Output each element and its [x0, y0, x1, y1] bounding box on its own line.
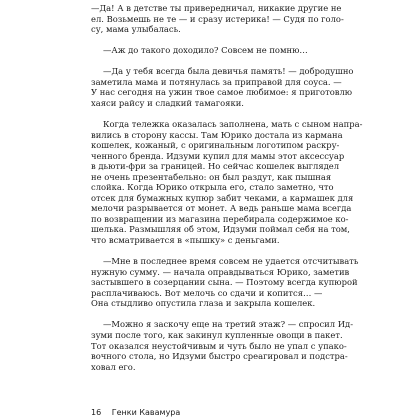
- paragraph-gap: [91, 309, 347, 320]
- text-line: кошелек, кожаный, с оригинальным логотипом раскру-: [91, 140, 340, 151]
- text-line: су, мама улыбалась.: [91, 24, 181, 35]
- paragraph: [91, 3, 347, 35]
- paragraph-gap: [91, 56, 347, 67]
- text-line: Когда тележка оказалась заполнена, мать с сыном напра-: [103, 119, 363, 130]
- text-line: —Да! А в детстве ты привередничал, никакие другие не: [91, 3, 342, 13]
- text-line: не очень презентабельно: он был раздут, как пышная: [91, 171, 332, 182]
- paragraph: [91, 319, 354, 372]
- text-line: нужную сумму. — начала оправдываться Юрико, заметив: [91, 266, 350, 277]
- paragraph: [91, 119, 363, 246]
- text-line: У нас сегодня на ужин твое самое любимое: я приготовлю: [91, 87, 353, 98]
- text-line: ел. Возьмешь не те — и сразу истерика! — Судя по голо-: [91, 13, 344, 24]
- paragraph-gap: [91, 246, 347, 257]
- paragraph-gap: [91, 108, 347, 119]
- text-line: расплачиваюсь. Вот мелочь со сдачи и копится… —: [91, 287, 323, 298]
- body-text: [91, 3, 363, 372]
- text-line: в дьюти-фри за границей. Но сейчас кошелек выглядел: [91, 161, 340, 172]
- text-line: что всматривается в «пышку» с деньгами.: [91, 235, 280, 246]
- page-footer: [91, 408, 180, 419]
- paragraph: [91, 256, 359, 309]
- text-line: отсек для бумажных купюр забит чеками, а кармашек для: [91, 192, 354, 203]
- paragraph: [91, 45, 347, 56]
- text-line: заметила мама и потянулась за приправой для соуса. —: [91, 76, 342, 87]
- text-line: Она стыдливо опустила глаза и закрыла кошелек.: [91, 298, 316, 309]
- text-line: по возвращении из магазина перебирала содержимое ко-: [91, 213, 349, 224]
- text-line: вились в сторону кассы. Там Юрико достала из кармана: [91, 129, 343, 140]
- text-line: шелька. Размышляя об этом, Идзуми поймал себя на том,: [91, 224, 350, 235]
- text-line: ховал его.: [91, 361, 136, 372]
- text-line: —Можно я заскочу еще на третий этаж? — спросил Ид-: [103, 319, 354, 330]
- text-line: хаяси райсу и сладкий тамагояки.: [91, 97, 244, 108]
- text-line: зуми после того, как закинул купленные овощи в пакет.: [91, 329, 343, 340]
- text-line: слойка. Когда Юрико открыла его, стало заметно, что: [91, 182, 334, 193]
- paragraph-gap: [91, 35, 347, 46]
- text-line: Тот оказался неустойчивым и чуть было не упал с упако-: [91, 340, 347, 351]
- page-number: 16: [91, 408, 102, 417]
- text-line: —Мне в последнее время совсем не удается отсчитывать: [103, 256, 359, 267]
- text-line: застывшего в созерцании сына. — Поэтому всегда купюрой: [91, 277, 358, 288]
- running-author: Генки Кавамура: [111, 408, 181, 417]
- text-line: ченного бренда. Идзуми купил для мамы этот аксессуар: [91, 150, 345, 161]
- text-line: мелочи разрывается от монет. А ведь раньше мама всегда: [91, 203, 352, 214]
- paragraph: [91, 66, 354, 108]
- text-line: —Да у тебя всегда была девичья память! — добродушно: [103, 66, 354, 77]
- text-line: —Аж до такого доходило? Совсем не помню…: [103, 45, 308, 56]
- text-line: вочного стола, но Идзуми быстро среагировал и подстра-: [91, 351, 348, 362]
